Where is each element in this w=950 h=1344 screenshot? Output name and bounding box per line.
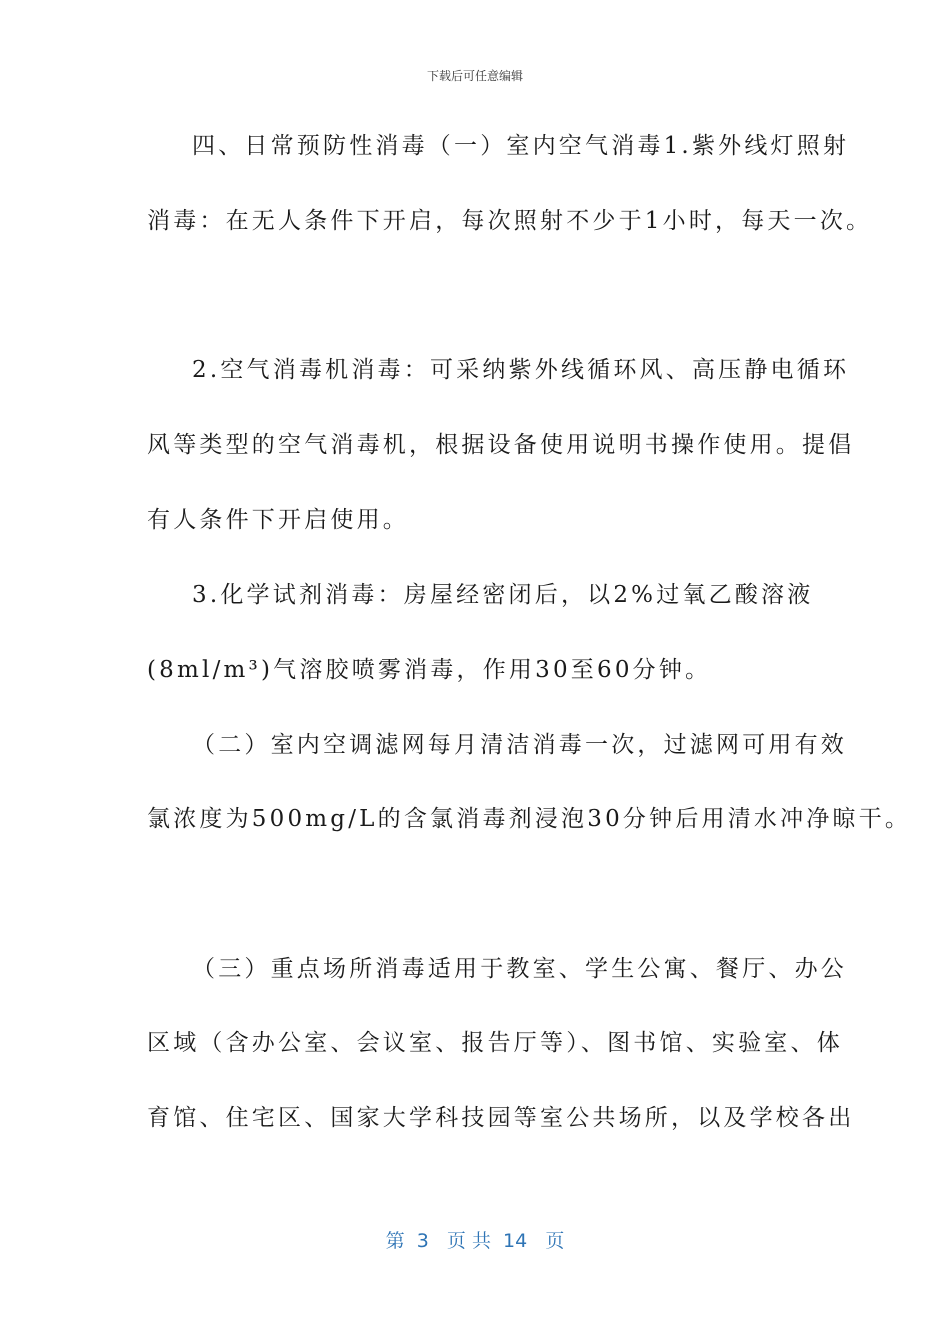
paragraph-line: （三）重点场所消毒适用于教室、学生公寓、餐厅、办公 [192,956,847,982]
paragraph-line: 2.空气消毒机消毒：可采纳紫外线循环风、高压静电循环 [192,357,850,383]
paragraph-line: (8ml/m³)气溶胶喷雾消毒，作用30至60分钟。 [147,657,712,683]
paragraph-line: 氯浓度为500mg/L的含氯消毒剂浸泡30分钟后用清水冲净晾干。 [147,806,912,832]
paragraph-line: 有人条件下开启使用。 [147,507,409,533]
header-note: 下载后可任意编辑 [426,69,523,83]
page-number-footer: 第 3 页 共 14 页 [385,1230,565,1252]
paragraph-line: 四、日常预防性消毒（一）室内空气消毒1.紫外线灯照射 [192,133,850,159]
paragraph-line: 育馆、住宅区、国家大学科技园等室公共场所，以及学校各出 [147,1105,855,1131]
paragraph-line: 3.化学试剂消毒：房屋经密闭后，以2%过氧乙酸溶液 [192,582,814,608]
paragraph-line: 风等类型的空气消毒机，根据设备使用说明书操作使用。提倡 [147,432,855,458]
paragraph-line: 消毒：在无人条件下开启，每次照射不少于1小时，每天一次。 [147,208,873,234]
paragraph-line: 区域（含办公室、会议室、报告厅等）、图书馆、实验室、体 [147,1030,843,1056]
paragraph-line: （二）室内空调滤网每月清洁消毒一次，过滤网可用有效 [192,732,847,758]
